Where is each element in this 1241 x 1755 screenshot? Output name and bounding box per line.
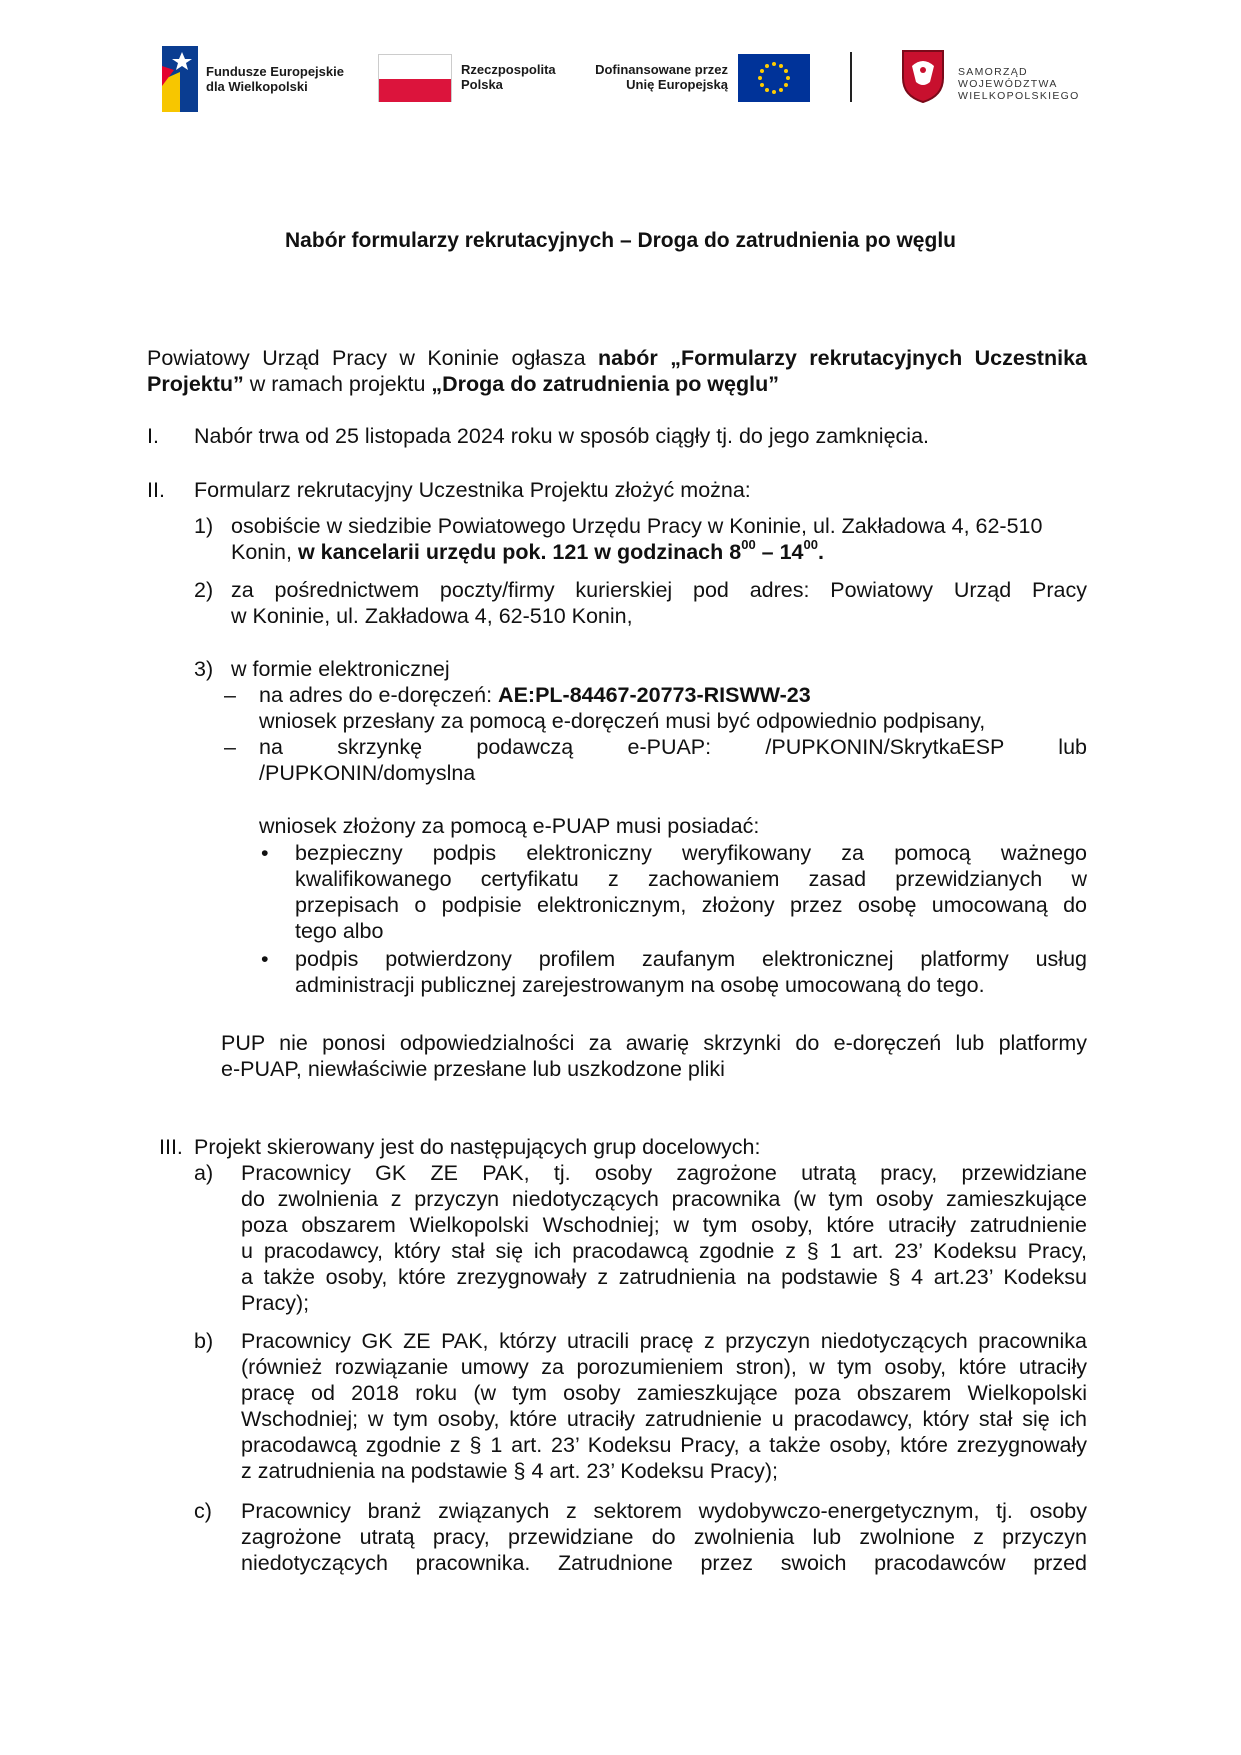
group-a-line3: poza obszarem Wielkopolski Wschodniej; w tym osoby, które utraciły zatrudnienie (241, 1213, 1087, 1237)
item1-hour-sup2: 00 (803, 536, 818, 552)
group-a-line1: Pracownicy GK ZE PAK, tj. osoby zagrożone utratą pracy, przewidziane (241, 1161, 1087, 1185)
item3-number: 3) (194, 657, 214, 681)
item1-hour-sup1: 00 (741, 536, 756, 552)
page-title: Nabór formularzy rekrutacyjnych – Droga do zatrudnienia po węglu (285, 229, 956, 252)
bullet2-line2: administracji publicznej zarejestrowanym na osobę umocowaną do tego. (295, 973, 985, 997)
bullet1-line4: tego albo (295, 919, 384, 943)
bullet2-marker: • (261, 947, 269, 971)
group-b-line3: pracę od 2018 roku (w tym osoby zamieszkujące poza obszarem Wielkopolski (241, 1381, 1087, 1405)
section1-text: Nabór trwa od 25 listopada 2024 roku w sposób ciągły tj. do jego zamknięcia. (194, 424, 929, 448)
group-b-line4: Wschodniej; w tym osoby, które utraciły zatrudnienie u pracodawcy, który stał się ich (241, 1407, 1087, 1431)
funds-logo-icon (160, 46, 200, 112)
epuap-line2: /PUPKONIN/domyslna (259, 761, 476, 785)
bullet2-line1: podpis potwierdzony profilem zaufanym elektronicznej platformy usług (295, 947, 1087, 971)
intro-line2 (147, 371, 1087, 397)
edoreczenia-label: na adres do e-doręczeń: (259, 683, 499, 707)
intro-text2: w ramach projektu (243, 372, 432, 396)
disclaimer-line2: e-PUAP, niewłaściwie przesłane lub uszkodzone pliki (221, 1057, 725, 1081)
region-logo-line2: WOJEWÓDZTWA (958, 78, 1058, 90)
group-c-line1: Pracownicy branż związanych z sektorem wydobywczo-energetycznym, tj. osoby (241, 1499, 1087, 1523)
item3-line1: w formie elektronicznej (231, 657, 450, 681)
disclaimer-line1: PUP nie ponosi odpowiedzialności za awarię skrzynki do e-doręczeń lub platformy (221, 1031, 1087, 1055)
region-logo-line3: WIELKOPOLSKIEGO (958, 90, 1080, 102)
group-a-line4: u pracodawcy, który stał się ich pracodawcą zgodnie z § 1 art. 23’ Kodeksu Pracy, (241, 1239, 1087, 1263)
logo-bar (160, 44, 1090, 114)
epuap-dash: – (224, 735, 236, 759)
group-b-line5: pracodawcą zgodnie z § 1 art. 23’ Kodeksu Pracy, a także osoby, które zrezygnowały (241, 1433, 1087, 1457)
group-a-line6: Pracy); (241, 1291, 310, 1315)
region-logo-line1: SAMORZĄD (958, 66, 1028, 78)
section2-number: II. (147, 478, 165, 502)
group-a-label: a) (194, 1161, 214, 1185)
item2-line2: w Koninie, ul. Zakładowa 4, 62-510 Konin, (231, 604, 633, 628)
epuap-requirements: wniosek złożony za pomocą e-PUAP musi posiadać: (259, 814, 760, 838)
eu-logo-line2: Unię Europejską (626, 77, 728, 92)
intro-line1 (147, 345, 1087, 371)
group-b-line2: (również rozwiązanie umowy za porozumieniem stron), w tym osoby, które utraciły (241, 1355, 1087, 1379)
bullet1-line3: przepisach o podpisie elektronicznym, złożony przez osobę umocowaną do (295, 893, 1087, 917)
group-c-line3: niedotyczących pracownika. Zatrudnione przez swoich pracodawców przed (241, 1551, 1087, 1575)
item2-number: 2) (194, 578, 214, 602)
item1-hour-end: . (817, 540, 824, 564)
group-b-label: b) (194, 1329, 214, 1353)
item1-number: 1) (194, 514, 214, 538)
item1-line1: osobiście w siedzibie Powiatowego Urzędu Pracy w Koninie, ul. Zakładowa 4, 62-510 (231, 514, 1043, 538)
group-c-label: c) (194, 1499, 212, 1523)
group-c-line2: zagrożone utratą pracy, przewidziane do zwolnienia lub zwolnione z przyczyn (241, 1525, 1087, 1549)
edoreczenia-dash: – (224, 683, 236, 707)
intro-bold2: Projektu” (147, 372, 244, 396)
section3-text: Projekt skierowany jest do następujących grup docelowych: (194, 1135, 761, 1159)
region-coat-of-arms-icon (900, 48, 946, 104)
poland-logo-line2: Polska (461, 77, 503, 92)
item2-line1: za pośrednictwem poczty/firmy kurierskiej pod adres: Powiatowy Urząd Pracy (231, 578, 1087, 602)
funds-logo-line1: Fundusze Europejskie (206, 64, 344, 79)
item1-line2-plain: Konin, (231, 540, 298, 564)
section1-number: I. (147, 424, 159, 448)
edoreczenia-line (259, 682, 1087, 708)
item1-line2 (231, 536, 1087, 565)
bullet1-line2: kwalifikowanego certyfikatu z zachowaniem zasad przewidzianych w (295, 867, 1087, 891)
bullet1-marker: • (261, 841, 269, 865)
poland-flag-icon (378, 54, 452, 102)
group-a-line2: do zwolnienia z przyczyn niedotyczących pracownika (w tym osoby zamieszkujące (241, 1187, 1087, 1211)
item1-hour-dash: – 14 (755, 540, 804, 564)
funds-logo-line2: dla Wielkopolski (206, 79, 308, 94)
intro-text1: Powiatowy Urząd Pracy w Koninie ogłasza (147, 346, 599, 370)
item1-line2-bold: w kancelarii urzędu pok. 121 w godzinach 8 (297, 540, 742, 564)
section2-text: Formularz rekrutacyjny Uczestnika Projektu złożyć można: (194, 478, 751, 502)
section3-number: III. (159, 1135, 183, 1159)
bullet1-line1: bezpieczny podpis elektroniczny weryfikowany za pomocą ważnego (295, 841, 1087, 865)
eu-flag-icon (738, 54, 810, 102)
group-b-line1: Pracownicy GK ZE PAK, którzy utracili pracę z przyczyn niedotyczących pracownika (241, 1329, 1087, 1353)
group-a-line5: a także osoby, które zrezygnowały z zatrudnienia na podstawie § 4 art.23’ Kodeksu (241, 1265, 1087, 1289)
intro-bold1: nabór „Formularzy rekrutacyjnych Uczestnika (598, 346, 1087, 370)
poland-logo-line1: Rzeczpospolita (461, 62, 556, 77)
eu-logo-line1: Dofinansowane przez (595, 62, 728, 77)
logo-divider (850, 52, 852, 102)
edoreczenia-note: wniosek przesłany za pomocą e-doręczeń musi być odpowiednio podpisany, (259, 709, 986, 733)
epuap-line1: na skrzynkę podawczą e-PUAP: /PUPKONIN/SkrytkaESP lub (259, 735, 1087, 759)
group-b-line6: z zatrudnienia na podstawie § 4 art. 23’ Kodeksu Pracy); (241, 1459, 779, 1483)
intro-bold3: „Droga do zatrudnienia po węglu” (431, 372, 779, 396)
edoreczenia-address: AE:PL-84467-20773-RISWW-23 (498, 683, 811, 707)
